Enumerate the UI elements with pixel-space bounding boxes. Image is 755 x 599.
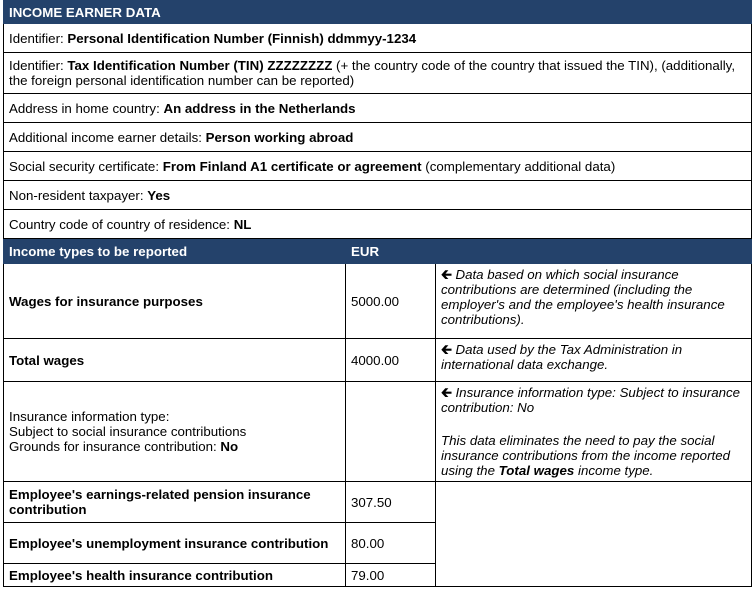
income-type-cell: Employee's earnings-related pension insurance contribution (4, 482, 346, 523)
insurance-info-line: Grounds for insurance contribution: No (9, 439, 239, 454)
info-note: (+ the country code of the country that issued the TIN), (additionally, the foreign personal identification number can be reported) (9, 58, 736, 88)
income-amount: 80.00 (346, 523, 436, 564)
empty-note-cell (436, 482, 752, 587)
info-cell (4, 210, 752, 239)
info-value: An address in the Netherlands (163, 100, 356, 116)
info-cell (4, 24, 752, 53)
income-type-cell: Employee's health insurance contribution (4, 564, 346, 587)
info-cell (4, 53, 752, 94)
income-row-wages-insurance (4, 264, 752, 339)
income-types-header-row (4, 239, 752, 264)
insurance-info-note (436, 382, 752, 482)
section-header: INCOME EARNER DATA (4, 1, 752, 24)
info-label: Additional income earner details: (9, 129, 206, 145)
info-row-non-resident (4, 181, 752, 210)
note-text: Data based on which social insurance contributions are determined (including the employer's and the employee's health insurance contributions). (441, 267, 725, 327)
income-amount: 79.00 (346, 564, 436, 587)
info-value: Person working abroad (205, 129, 354, 145)
info-cell (4, 152, 752, 181)
insurance-info-line: Insurance information type: (9, 409, 170, 424)
income-type-cell: Total wages (4, 339, 346, 382)
info-row-identifier-tin (4, 53, 752, 94)
arrow-left-icon: 🡰 (441, 342, 452, 357)
income-note (436, 264, 752, 339)
info-value: Personal Identification Number (Finnish) ddmmyy-1234 (67, 30, 417, 46)
insurance-info-cell (4, 382, 346, 482)
income-amount: 307.50 (346, 482, 436, 523)
info-label: Address in home country: (9, 100, 164, 116)
arrow-left-icon: 🡰 (441, 267, 452, 282)
income-row-total-wages (4, 339, 752, 382)
income-row-pension (4, 482, 752, 523)
info-label: Social security certificate: (9, 158, 163, 174)
income-amount: 4000.00 (346, 339, 436, 382)
info-row-social-security (4, 152, 752, 181)
info-value: NL (233, 216, 252, 232)
empty-amount (346, 382, 436, 482)
income-row-insurance-info (4, 382, 752, 482)
info-value: From Finland A1 certificate or agreement (162, 158, 422, 174)
info-label: Country code of country of residence: (9, 216, 234, 232)
income-amount: 5000.00 (346, 264, 436, 339)
insurance-info-note-second: This data eliminates the need to pay the social insurance contributions from the income reported using the Total wages income type. (441, 433, 730, 478)
income-type-cell: Wages for insurance purposes (4, 264, 346, 339)
info-cell (4, 181, 752, 210)
info-label: Identifier: (9, 58, 68, 73)
info-row-country-code (4, 210, 752, 239)
income-type-cell: Employee's unemployment insurance contribution (4, 523, 346, 564)
info-label: Non-resident taxpayer: (9, 187, 148, 203)
info-value: Tax Identification Number (TIN) ZZZZZZZZ (67, 58, 333, 73)
info-label: Identifier: (9, 30, 68, 46)
income-note (436, 339, 752, 382)
income-earner-table (3, 0, 752, 587)
info-note: (complementary additional data) (425, 158, 616, 174)
insurance-info-line: Subject to social insurance contributions (9, 424, 247, 439)
info-cell (4, 94, 752, 123)
section-header-row (4, 1, 752, 24)
insurance-info-note-first: 🡰 Insurance information type: Subject to insurance contribution: No (441, 385, 741, 415)
arrow-left-icon: 🡰 (441, 385, 452, 400)
info-row-identifier-pin (4, 24, 752, 53)
income-types-header: Income types to be reported (4, 239, 346, 264)
info-value: Yes (147, 187, 171, 203)
info-row-additional-details (4, 123, 752, 152)
info-row-address (4, 94, 752, 123)
currency-header: EUR (346, 239, 752, 264)
income-earner-document (3, 0, 751, 587)
note-text: Data used by the Tax Administration in international data exchange. (441, 342, 683, 372)
info-cell (4, 123, 752, 152)
